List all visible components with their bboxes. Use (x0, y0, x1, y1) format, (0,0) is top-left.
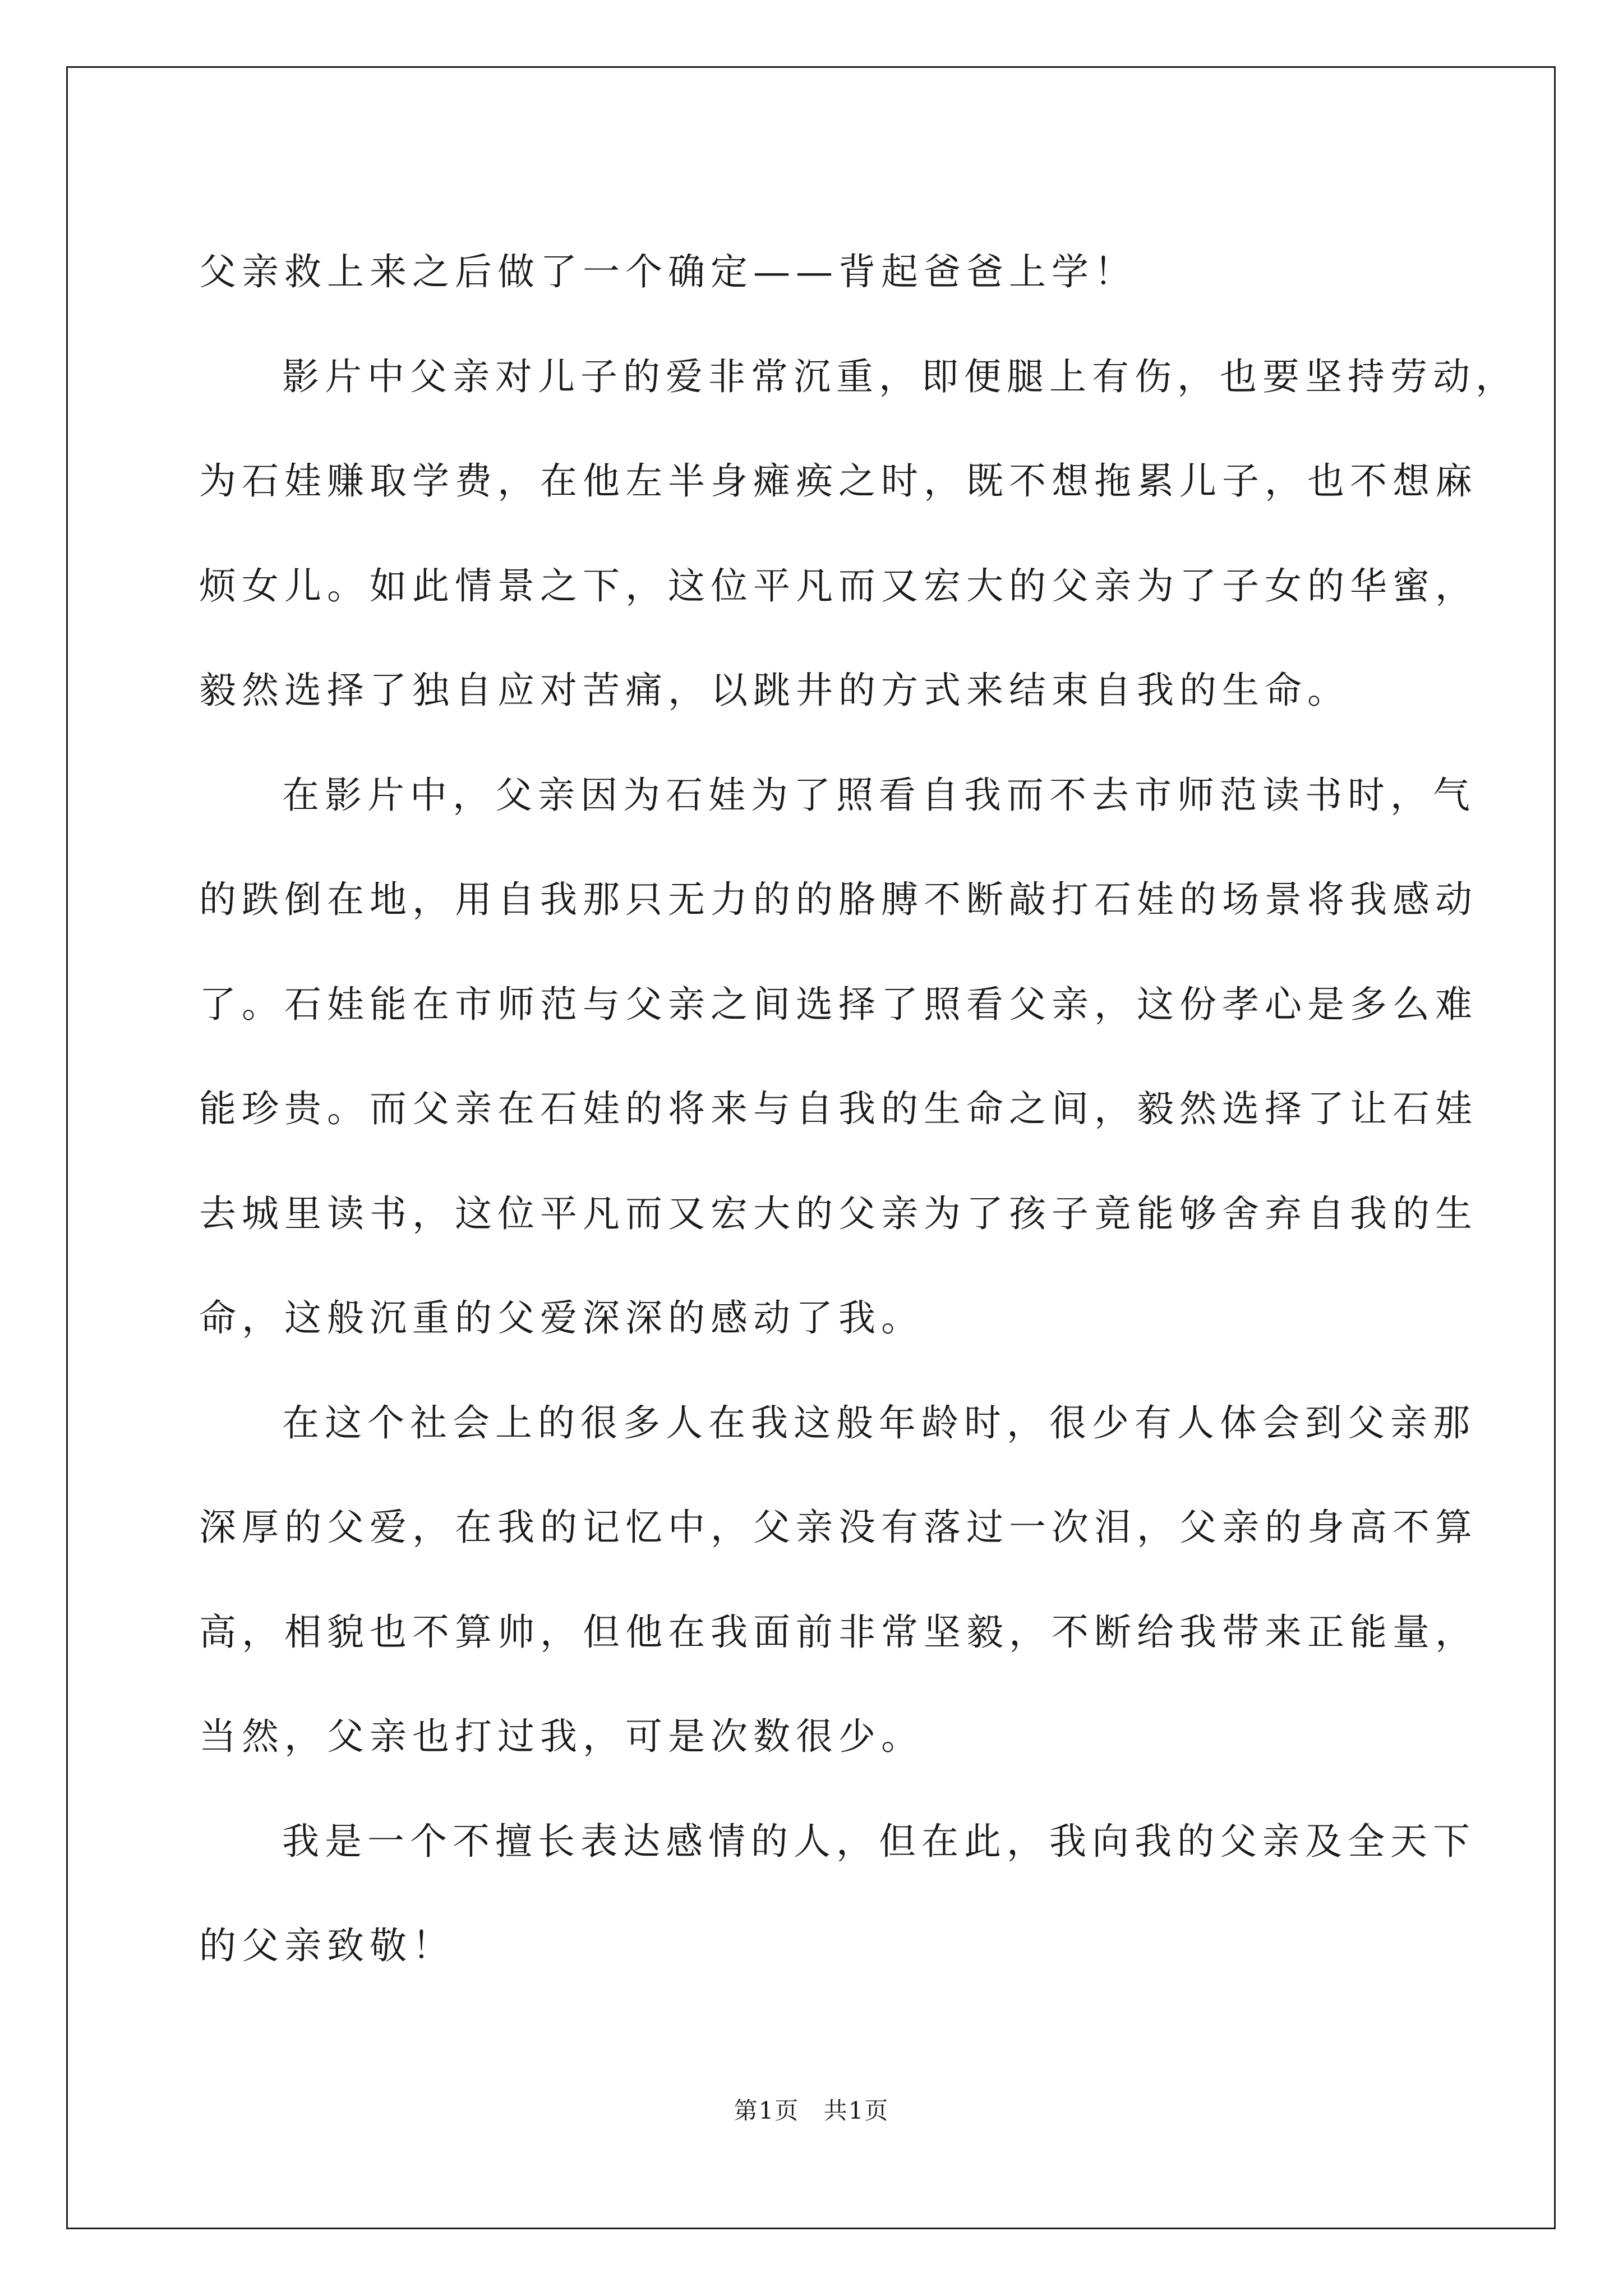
text-line: 为石娃赚取学费，在他左半身瘫痪之时，既不想拖累儿子，也不想麻 (199, 459, 1478, 503)
text-line: 在这个社会上的很多人在我这般年龄时，很少有人体会到父亲那 (282, 1401, 1476, 1444)
text-line: 能珍贵。而父亲在石娃的将来与自我的生命之间，毅然选择了让石娃 (199, 1087, 1478, 1130)
page-count: 共1页 (823, 2097, 889, 2124)
text-line: 父亲救上来之后做了一个确定——背起爸爸上学！ (199, 250, 1137, 293)
text-line: 我是一个不擅长表达感情的人，但在此，我向我的父亲及全天下 (282, 1819, 1476, 1863)
document-body (199, 220, 1518, 1999)
text-line: 当然，父亲也打过我，可是次数很少。 (199, 1715, 924, 1758)
text-line: 毅然选择了独自应对苦痛，以跳井的方式来结束自我的生命。 (199, 669, 1350, 712)
text-line: 去城里读书，这位平凡而又宏大的父亲为了孩子竟能够舍弃自我的生 (199, 1191, 1478, 1235)
page-number: 第1页 (734, 2097, 800, 2124)
text-line: 烦女儿。如此情景之下，这位平凡而又宏大的父亲为了子女的华蜜， (199, 564, 1478, 608)
text-line: 的父亲致敬！ (199, 1924, 455, 1967)
text-line: 的跌倒在地，用自我那只无力的的胳膊不断敲打石娃的场景将我感动 (199, 878, 1478, 921)
text-line: 高，相貌也不算帅，但他在我面前非常坚毅，不断给我带来正能量， (199, 1610, 1478, 1654)
text-line: 在影片中，父亲因为石娃为了照看自我而不去市师范读书时，气 (282, 773, 1476, 817)
text-line: 了。石娃能在市师范与父亲之间选择了照看父亲，这份孝心是多么难 (199, 982, 1478, 1026)
text-line: 命，这般沉重的父爱深深的感动了我。 (199, 1296, 924, 1340)
page-footer (0, 2092, 1623, 2126)
text-line: 深厚的父爱，在我的记忆中，父亲没有落过一次泪，父亲的身高不算 (199, 1506, 1478, 1549)
text-line: 影片中父亲对儿子的爱非常沉重，即便腿上有伤，也要坚持劳动， (282, 355, 1518, 398)
